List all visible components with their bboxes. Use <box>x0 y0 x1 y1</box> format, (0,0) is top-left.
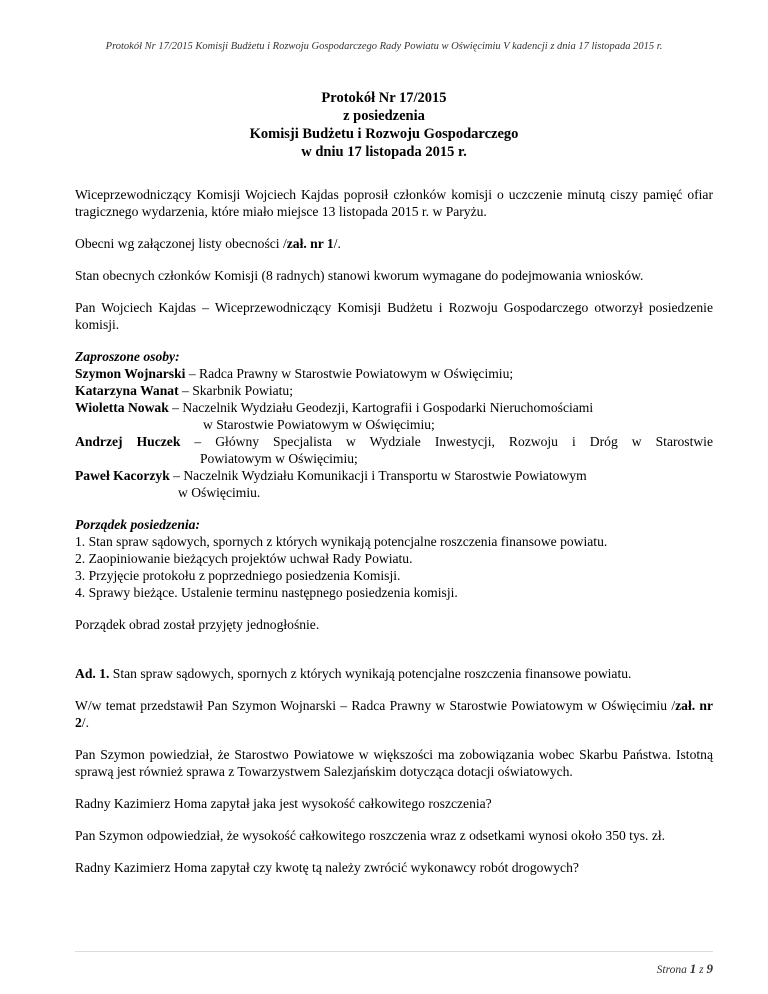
attendance-text: Obecni wg załączonej listy obecności / <box>75 236 287 251</box>
page-label: Strona <box>656 964 690 976</box>
title-line-1: Protokół Nr 17/2015 <box>321 90 447 106</box>
person-role: – Skarbnik Powiatu; <box>178 383 294 398</box>
paragraph-attendance <box>75 235 713 252</box>
person-name: Andrzej Huczek <box>75 434 181 449</box>
person-role: – Naczelnik Wydziału Komunikacji i Transportu w Starostwie Powiatowym <box>169 468 587 483</box>
person-name: Wioletta Nowak <box>75 400 169 415</box>
of-label: z <box>696 964 707 976</box>
ad1-text: W/w temat przedstawił Pan Szymon Wojnarski – Radca Prawny w Starostwie Powiatowym w Oświęcimiu / <box>75 698 676 713</box>
footer-divider <box>75 951 713 952</box>
ad1-paragraph-5: Radny Kazimierz Homa zapytał czy kwotę tą należy zwrócić wykonawcy robót drogowych? <box>75 860 579 875</box>
agenda-section <box>75 516 713 601</box>
running-header: Protokół Nr 17/2015 Komisji Budżetu i Rozwoju Gospodarczego Rady Powiatu w Oświęcimiu V kadencji z dnia 17 listopada 2015 r. <box>105 41 663 52</box>
title-line-3: Komisji Budżetu i Rozwoju Gospodarczego <box>249 126 519 142</box>
invited-heading: Zaproszone osoby: <box>75 349 180 364</box>
person-role: – Radca Prawny w Starostwie Powiatowym w Oświęcimiu; <box>185 366 514 381</box>
invited-person-3-cont: w Starostwie Powiatowym w Oświęcimiu; <box>203 417 435 432</box>
attachment-ref-2: zał. nr 2 <box>75 698 713 730</box>
ad1-paragraph-4: Pan Szymon odpowiedział, że wysokość całkowitego roszczenia wraz z odsetkami wynosi około 350 tys. zł. <box>75 828 666 843</box>
attachment-ref-1: zał. nr 1 <box>286 236 334 251</box>
person-role: – Naczelnik Wydziału Geodezji, Kartografii i Gospodarki Nieruchomościami <box>168 400 594 415</box>
invited-person-5 <box>75 467 713 484</box>
paragraph-opening: Pan Wojciech Kajdas – Wiceprzewodniczący Komisji Budżetu i Rozwoju Gospodarczego otworzył posiedzenie komisji. <box>75 300 713 332</box>
paragraph-quorum: Stan obecnych członków Komisji (8 radnych) stanowi kworum wymagane do podejmowania wniosków. <box>75 268 644 283</box>
agenda-item-4: 4. Sprawy bieżące. Ustalenie terminu następnego posiedzenia komisji. <box>75 585 458 600</box>
invited-person-4-cont: Powiatowym w Oświęcimiu; <box>200 451 358 466</box>
invited-person-1 <box>75 365 713 382</box>
current-page: 1 <box>689 961 697 976</box>
title-line-4: w dniu 17 listopada 2015 r. <box>301 144 467 160</box>
ad1-paragraph-2: Pan Szymon powiedział, że Starostwo Powiatowe w większości ma zobowiązania wobec Skarbu Państwa. Istotną sprawą jest również sprawa z Towarzystwem Salezjańskim dotycząca dotacji oświatowych. <box>75 747 713 779</box>
spacer <box>75 648 713 665</box>
paragraph-minute-of-silence: Wiceprzewodniczący Komisji Wojciech Kajdas poprosił członków komisji o uczczenie minutą ciszy pamięć ofiar tragicznego wydarzenia, które miało miejsce 13 listopada 2015 r. w Paryżu. <box>75 187 713 219</box>
ad1-paragraph-1 <box>75 697 713 731</box>
person-name: Szymon Wojnarski <box>75 366 186 381</box>
total-pages: 9 <box>706 961 713 976</box>
invited-person-2 <box>75 382 713 399</box>
agenda-heading: Porządek posiedzenia: <box>75 517 200 532</box>
invited-person-3 <box>75 399 713 416</box>
invited-section <box>75 348 713 501</box>
agenda-item-2: 2. Zaopiniowanie bieżących projektów uchwał Rady Powiatu. <box>75 551 413 566</box>
invited-person-4 <box>75 433 713 450</box>
person-role: – Główny Specjalista w Wydziale Inwestycji, Rozwoju i Dróg w Starostwie <box>180 434 713 449</box>
ad1-suffix: /. <box>81 715 89 730</box>
document-body <box>75 186 713 876</box>
agenda-item-1: 1. Stan spraw sądowych, spornych z których wynikają potencjalne roszczenia finansowe powiatu. <box>75 534 608 549</box>
invited-person-5-cont: w Oświęcimiu. <box>178 485 261 500</box>
page-number <box>657 961 713 977</box>
paragraph-agenda-accepted: Porządek obrad został przyjęty jednogłośnie. <box>75 617 320 632</box>
document-title <box>0 89 768 161</box>
title-line-2: z posiedzenia <box>343 108 425 124</box>
person-name: Katarzyna Wanat <box>75 383 179 398</box>
ad1-paragraph-3: Radny Kazimierz Homa zapytał jaka jest wysokość całkowitego roszczenia? <box>75 796 492 811</box>
attendance-suffix: /. <box>333 236 341 251</box>
ad1-label: Ad. 1. <box>75 666 110 681</box>
person-name: Paweł Kacorzyk <box>75 468 170 483</box>
agenda-item-3: 3. Przyjęcie protokołu z poprzedniego posiedzenia Komisji. <box>75 568 401 583</box>
ad1-title: Stan spraw sądowych, spornych z których wynikają potencjalne roszczenia finansowe powiatu. <box>109 666 632 681</box>
ad1-heading <box>75 665 713 682</box>
